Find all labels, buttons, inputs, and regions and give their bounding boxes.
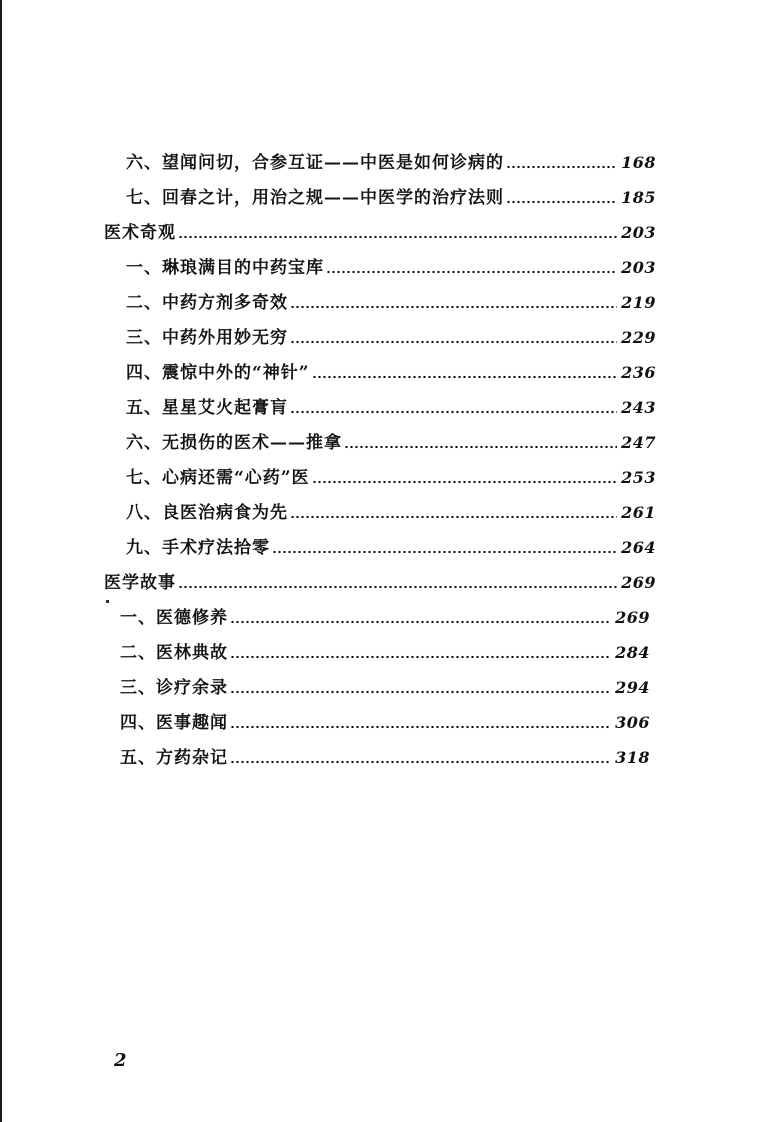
toc-section[interactable] [104,216,656,244]
dot-leader [272,550,617,554]
toc-entry[interactable] [126,496,656,524]
toc-entry-title: 九、手术疗法拾零 [126,538,270,558]
dot-leader [178,585,617,589]
toc-entry-title: 二、中药方剂多奇效 [126,293,288,313]
toc-entry-page: 219 [621,293,656,312]
dot-leader [290,410,617,414]
toc-entry-page: 203 [621,258,656,277]
toc-entry[interactable] [126,426,656,454]
dot-leader [230,620,611,624]
toc-entry-title: 四、医事趣闻 [120,713,228,733]
dot-leader [230,760,611,764]
toc-entry-page: 294 [615,678,650,697]
toc-entry-page: 269 [615,608,650,627]
toc-entry[interactable] [120,636,650,664]
toc-entry-title: 六、望闻问切，合参互证——中医是如何诊病的 [126,153,504,173]
toc-section-page: 269 [621,573,656,592]
toc-entry[interactable] [120,601,650,629]
toc-entry[interactable] [120,671,650,699]
toc-entry-title: 三、诊疗余录 [120,678,228,698]
toc-entry[interactable] [120,706,650,734]
toc-entry-page: 236 [621,363,656,382]
toc-section-page: 203 [621,223,656,242]
toc-entry[interactable] [126,286,656,314]
toc-entry-title: 七、回春之计，用治之规——中医学的治疗法则 [126,188,504,208]
dot-leader [290,305,617,309]
toc-section-title: 医术奇观 [104,223,176,243]
toc-entry-page: 318 [615,748,650,767]
toc-section[interactable] [104,566,656,594]
toc-entry[interactable] [126,146,656,174]
toc-entry-title: 三、中药外用妙无穷 [126,328,288,348]
toc-entry-title: 一、医德修养 [120,608,228,628]
scan-speck [106,600,109,603]
toc-entry-page: 261 [621,503,656,522]
toc-entry[interactable] [126,391,656,419]
toc-entry-title: 七、心病还需“心药”医 [126,468,310,488]
dot-leader [312,375,618,379]
toc-section-title: 医学故事 [104,573,176,593]
dot-leader [230,690,611,694]
dot-leader [344,445,617,449]
dot-leader [326,270,617,274]
toc-entry[interactable] [126,356,656,384]
toc-entry-title: 六、无损伤的医术——推拿 [126,433,342,453]
toc-entry-title: 一、琳琅满目的中药宝库 [126,258,324,278]
toc-entry-title: 四、震惊中外的“神针” [126,363,310,383]
toc-entry[interactable] [126,531,656,559]
dot-leader [178,235,617,239]
dot-leader [506,165,617,169]
dot-leader [506,200,617,204]
page-number: 2 [114,1050,127,1071]
toc-entry[interactable] [126,461,656,489]
toc-entry[interactable] [126,251,656,279]
toc-entry-page: 229 [621,328,656,347]
toc-entry-page: 253 [621,468,656,487]
toc-entry-title: 八、良医治病食为先 [126,503,288,523]
toc-entry[interactable] [126,181,656,209]
toc-entry-title: 五、星星艾火起膏肓 [126,398,288,418]
toc-entry-page: 168 [621,153,656,172]
dot-leader [230,725,611,729]
toc-entry[interactable] [120,741,650,769]
toc-entry-page: 243 [621,398,656,417]
dot-leader [312,480,618,484]
toc-entry-page: 264 [621,538,656,557]
dot-leader [290,515,617,519]
toc-entry-page: 284 [615,643,650,662]
dot-leader [230,655,611,659]
toc-entry[interactable] [126,321,656,349]
toc-entry-page: 247 [621,433,656,452]
toc-entry-page: 185 [621,188,656,207]
dot-leader [290,340,617,344]
toc-entry-title: 二、医林典故 [120,643,228,663]
toc-entry-page: 306 [615,713,650,732]
toc-entry-title: 五、方药杂记 [120,748,228,768]
